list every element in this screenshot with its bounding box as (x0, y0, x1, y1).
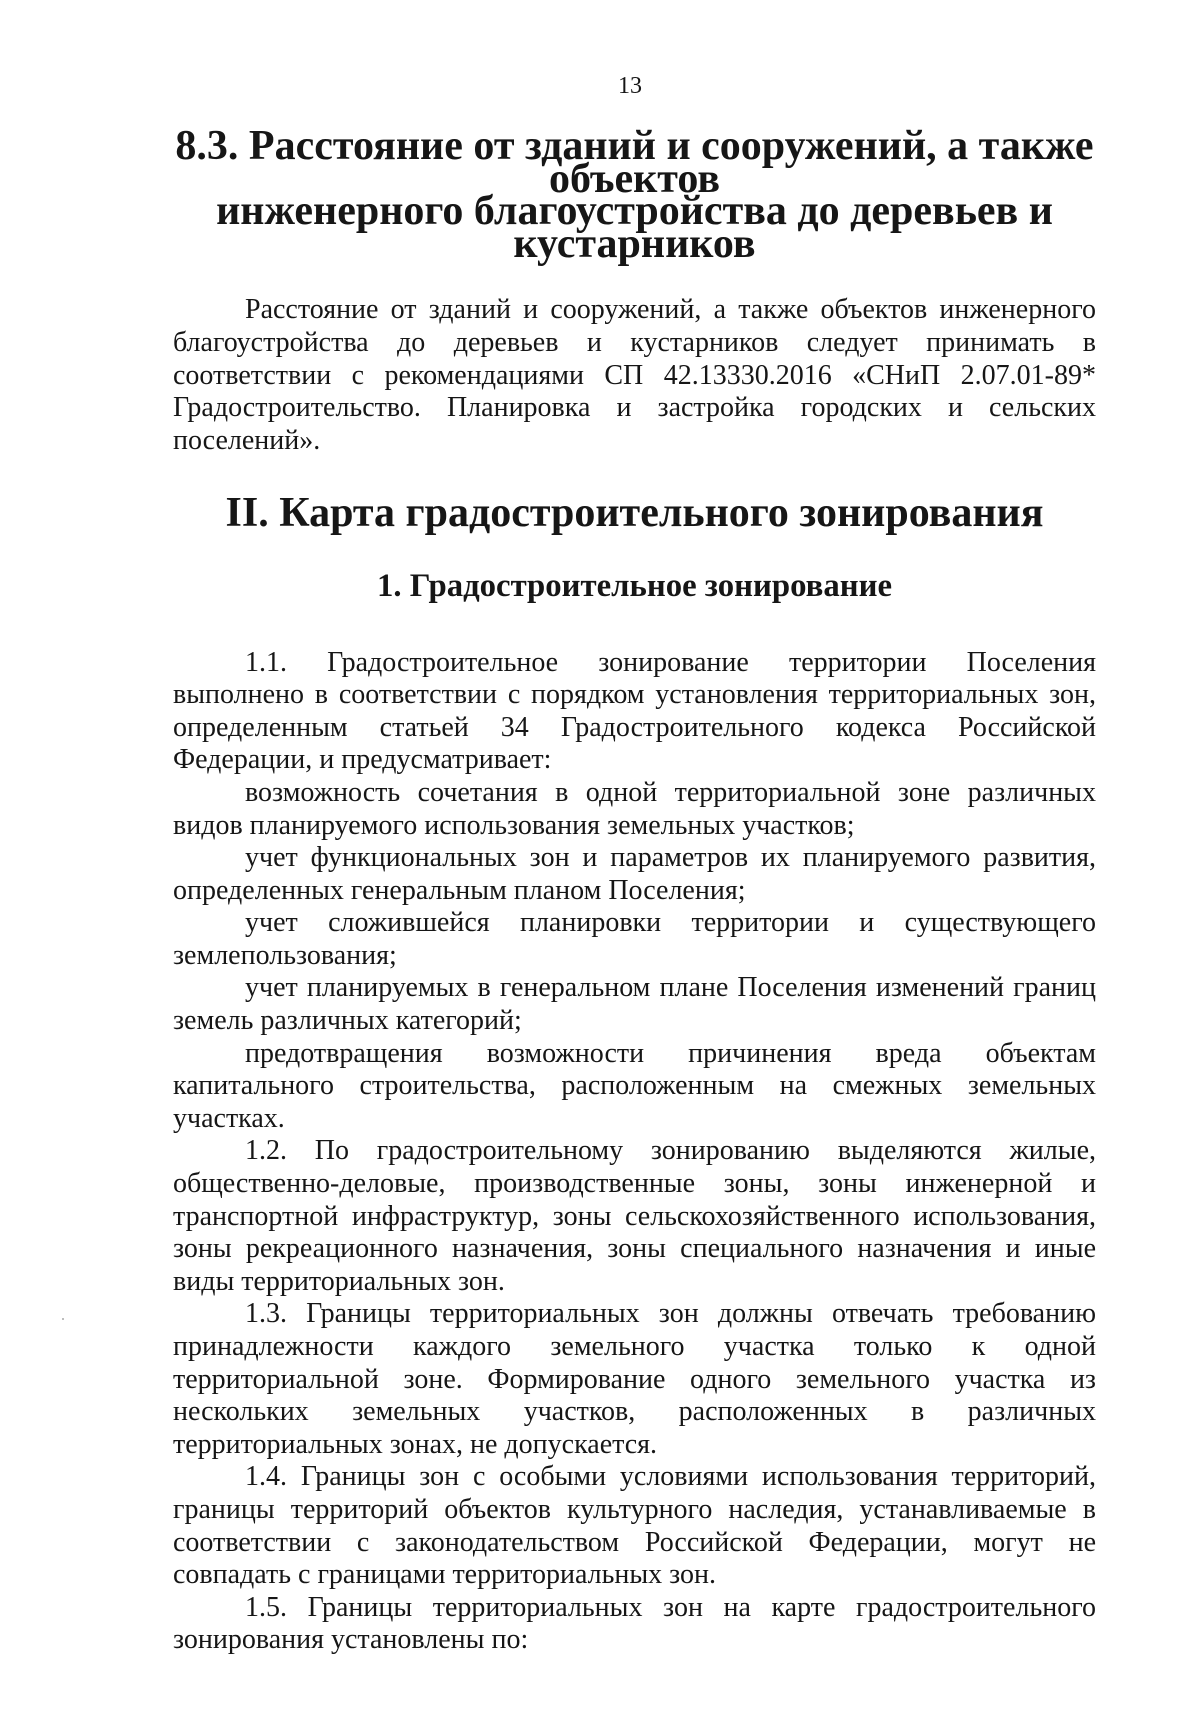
list-item-combination: возможность сочетания в одной территориальной зоне различных видов планируемого использования земельных участков; (173, 776, 1096, 841)
list-item-functional-zones: учет функциональных зон и параметров их планируемого развития, определенных генеральным планом Поселения; (173, 842, 1096, 906)
section-1-heading: 1. Градостроительное зонирование (376, 567, 892, 604)
section-8-3-paragraph: Расстояние от зданий и сооружений, а также объектов инженерного благоустройства до деревьев и кустарников следует принимать в соответствии с рекомендациями СП 42.13330.2016 «СНиП 2.07.01-89* Градостроительство. Планировка и застройка городских и сельских поселений». (173, 294, 1096, 456)
list-item-harm-prevention: предотвращения возможности причинения вреда объектам капитального строительства, расположенным на смежных земельных участках. (173, 1037, 1096, 1134)
paragraph-1-4: 1.4. Границы зон с особыми условиями использования территорий, границы территорий объектов культурного наследия, устанавливаемые в соответствии с законодательством Российской Федерации, могут не совпадать с границами территориальных зон. (173, 1461, 1096, 1591)
part-2-heading: II. Карта градостроительного зонирования (225, 490, 1044, 537)
section-8-3-heading-line-2: инженерного благоустройства до деревьев и кустарников (216, 188, 1053, 267)
paragraph-1-1: 1.1. Градостроительное зонирование территории Поселения выполнено в соответствии с порядком установления территориальных зон, определенным статьей 34 Градостроительного кодекса Российской Федерации, и предусматривает: (173, 646, 1096, 776)
spacer (173, 603, 1096, 647)
paragraph-1-3: 1.3. Границы территориальных зон должны отвечать требованию принадлежности каждого земельного участка только к одной территориальной зоне. Формирование одного земельного участка из нескольких земельных участков, расположенных в различных территориальных зонах, не допускается. (173, 1298, 1096, 1460)
scan-speck (62, 1318, 64, 1320)
paragraph-1-2: 1.2. По градостроительному зонированию выделяются жилые, общественно-деловые, производственные зоны, зоны инженерной и транспортной инфраструктур, зоны сельскохозяйственного использования, зоны рекреационного назначения, зоны специального назначения и иные виды территориальных зон. (173, 1135, 1096, 1297)
page-content (173, 123, 1096, 1657)
section-8-3-heading-line-1: 8.3. Расстояние от зданий и сооружений, а также объектов (175, 123, 1094, 202)
paragraph-1-5: 1.5. Границы территориальных зон на карте градостроительного зонирования установлены по: (173, 1591, 1096, 1656)
section-8-3-heading (173, 123, 1096, 267)
page-number: 13 (618, 73, 642, 99)
list-item-existing-layout: учет сложившейся планировки территории и существующего землепользования; (173, 907, 1096, 971)
list-item-planned-changes: учет планируемых в генеральном плане Поселения изменений границ земель различных категорий; (173, 972, 1096, 1037)
